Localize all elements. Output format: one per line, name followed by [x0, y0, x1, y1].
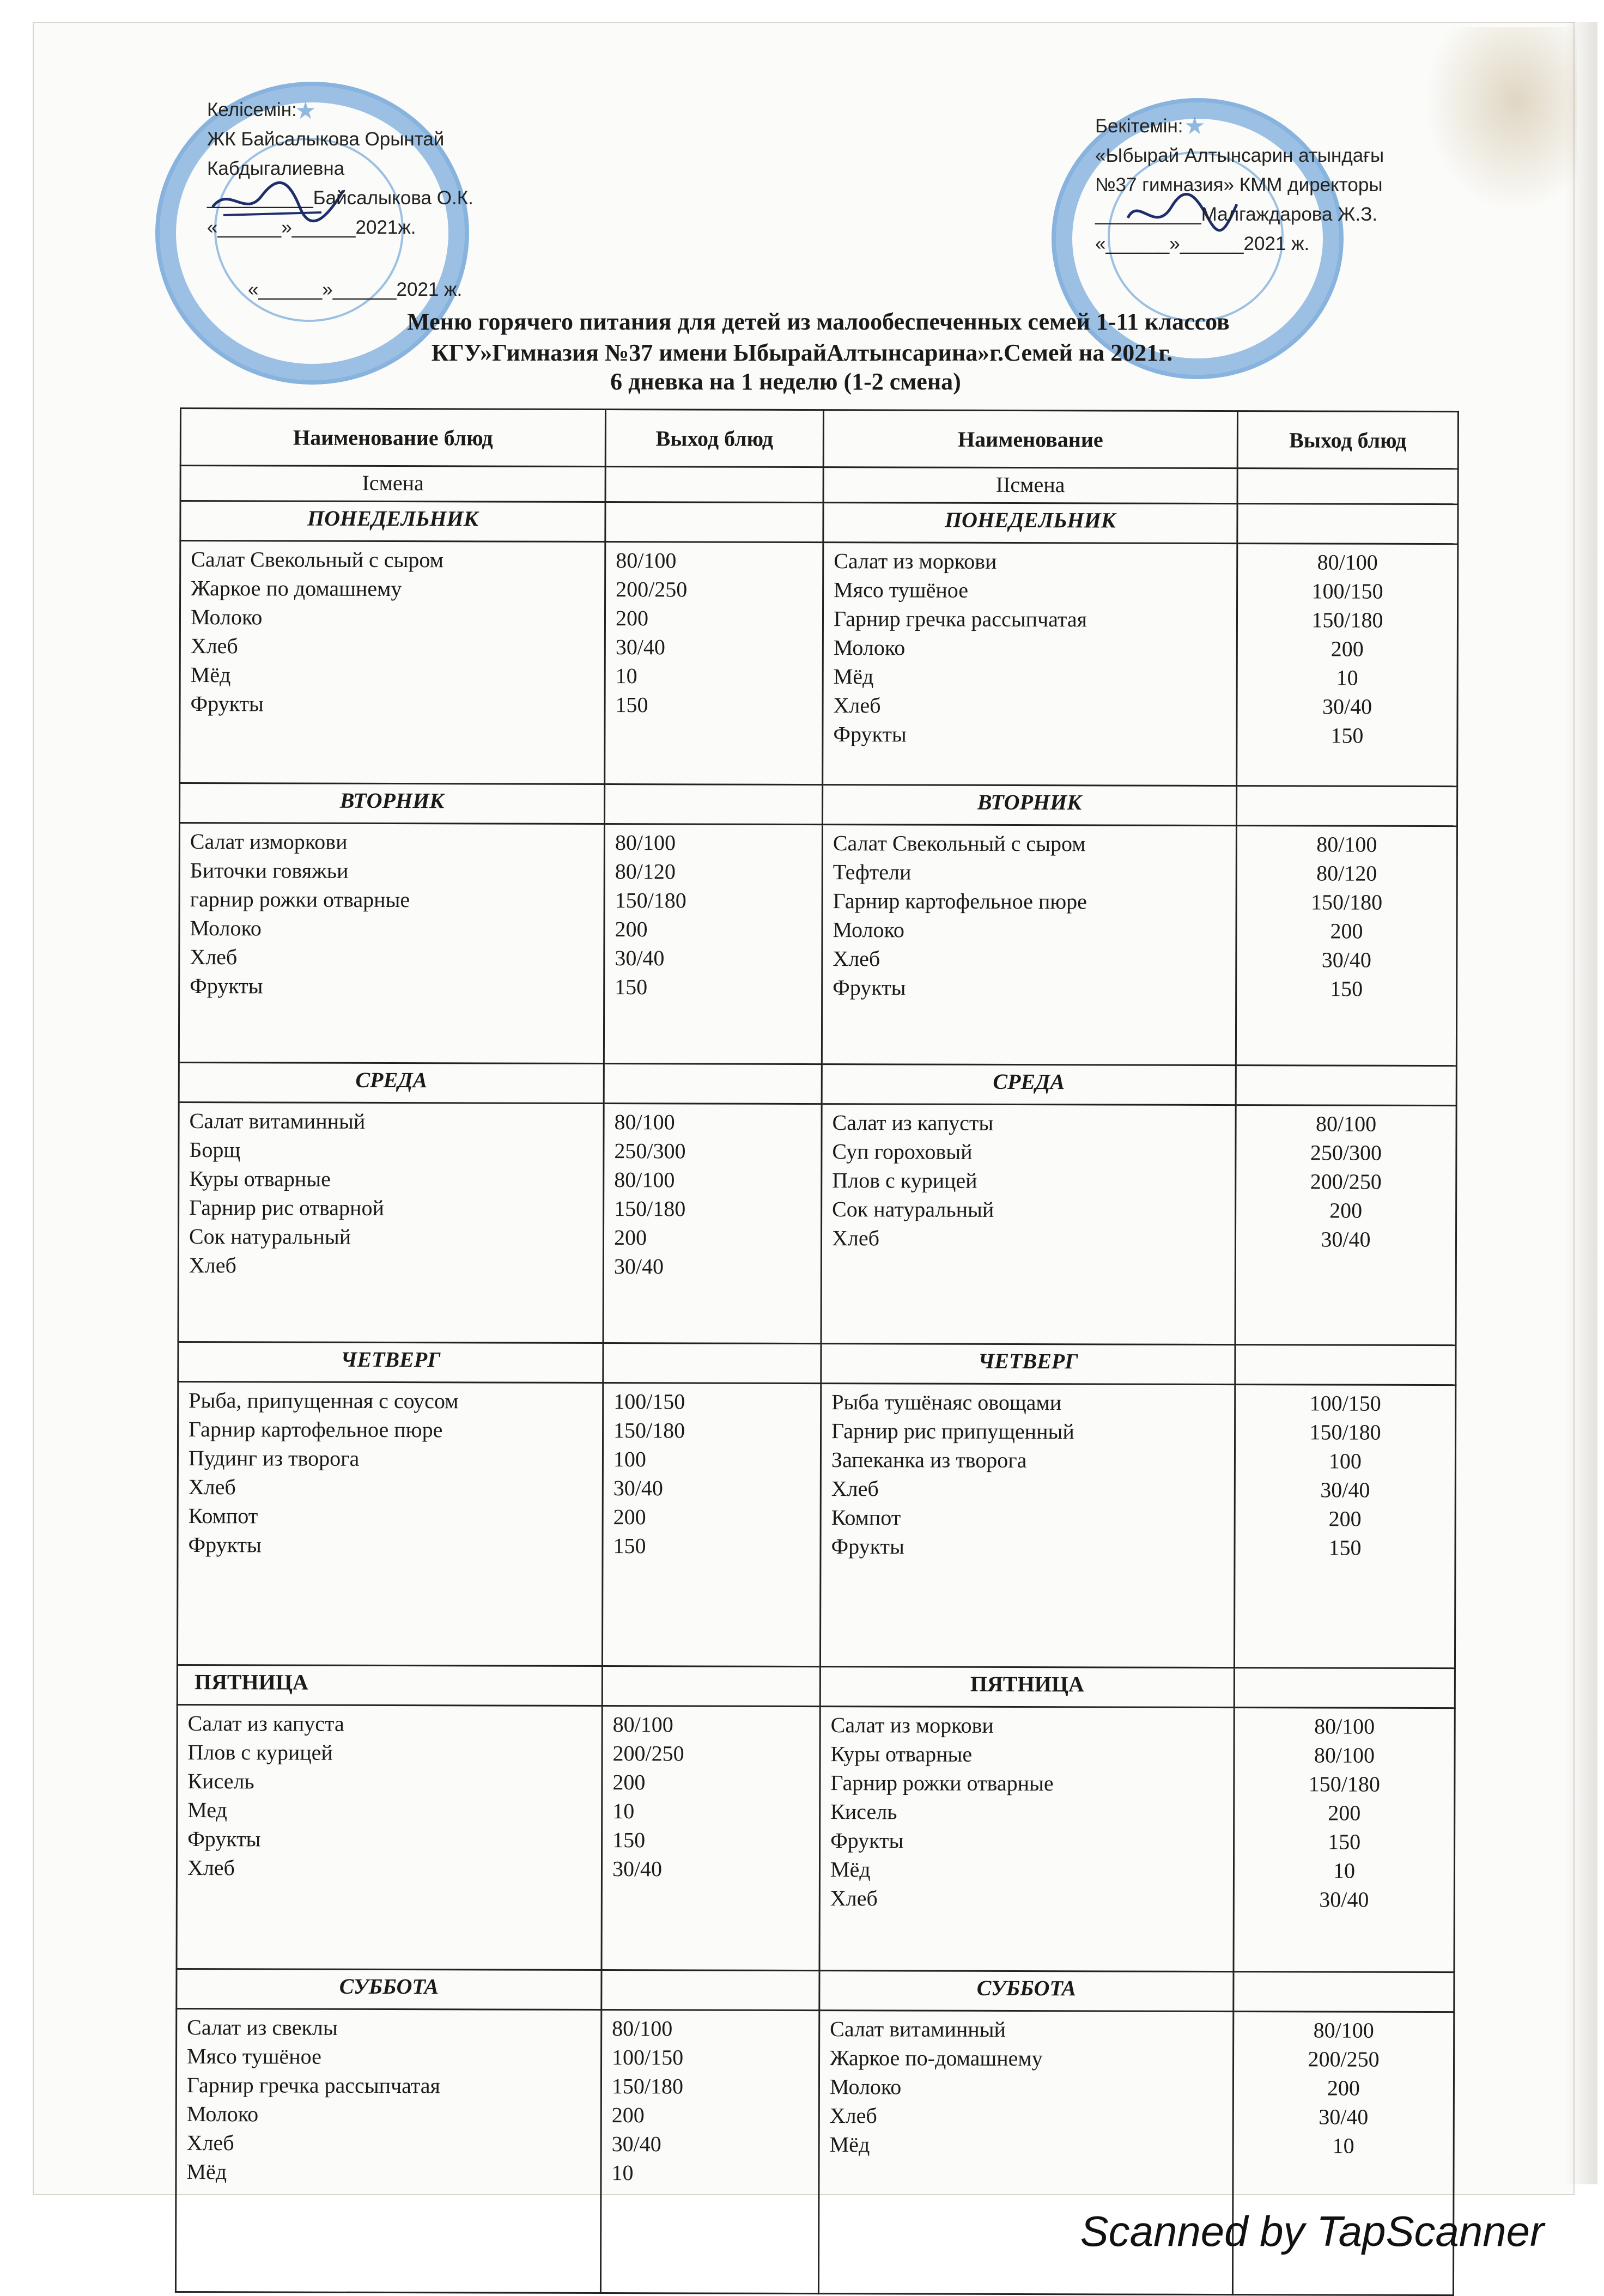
day-name-shift-1: ЧЕТВЕРГ [178, 1342, 603, 1383]
dish-item: Плов с курицей [187, 1740, 333, 1765]
day-menu-row [177, 1704, 1455, 1972]
dish-item: Фрукты [190, 691, 264, 716]
dish-item: Гарнир картофельное пюре [189, 1417, 443, 1442]
dish-item: Салат Свекольный с сыром [191, 547, 444, 573]
dish-item: Салат изморкови [190, 829, 348, 854]
col-header-dish: Наименование блюд [180, 409, 605, 467]
output-value: 150/180 [614, 1196, 686, 1221]
approval-left-line: «______»______2021 ж. [248, 279, 463, 300]
output-value: 30/40 [1319, 1887, 1369, 1912]
day-name-shift-1: ВТОРНИК [180, 783, 605, 824]
output-list-shift-2 [1237, 544, 1458, 787]
dish-item: Жаркое по-домашнему [830, 2045, 1043, 2071]
output-value: 200/250 [616, 577, 688, 602]
dish-item: Молоко [190, 916, 262, 941]
dish-item: Мед [187, 1798, 227, 1823]
approval-left-heading: Келісемін: [207, 99, 297, 120]
day-header-row [177, 1665, 1455, 1708]
day-name-shift-2: ЧЕТВЕРГ [821, 1344, 1235, 1385]
output-value: 200 [1328, 1506, 1362, 1531]
day-name-shift-2: ПОНЕДЕЛЬНИК [823, 503, 1237, 544]
day-header-row [180, 501, 1458, 544]
approval-right-heading: Бекітемін: [1095, 115, 1183, 137]
shift-1-label: Iсмена [180, 466, 605, 502]
output-value: 30/40 [1319, 2104, 1369, 2129]
output-list-shift-1 [603, 1104, 822, 1344]
output-list-shift-2 [1235, 1105, 1456, 1345]
output-list-shift-1 [602, 1383, 821, 1667]
dish-list-shift-1 [180, 541, 605, 784]
dish-list-shift-2 [823, 543, 1237, 786]
dish-item: Салат Свекольный с сыром [833, 831, 1086, 856]
output-value: 150/180 [1311, 890, 1383, 915]
output-value: 250/300 [1310, 1140, 1382, 1165]
dish-item: Салат витаминный [189, 1109, 366, 1134]
dish-item: Фрукты [833, 722, 907, 747]
dish-list-shift-1 [175, 2008, 601, 2293]
output-value: 30/40 [1321, 1227, 1371, 1252]
output-value: 150 [615, 975, 648, 1000]
output-value: 100 [613, 1447, 647, 1472]
dish-list-shift-2 [820, 1384, 1235, 1668]
approval-right-line: «______»______2021 ж. [1095, 233, 1310, 254]
day-name-shift-1: ПОНЕДЕЛЬНИК [180, 501, 605, 542]
day-header-row [179, 1062, 1456, 1105]
output-value: 10 [1332, 2133, 1354, 2158]
output-value: 150 [1328, 1535, 1362, 1560]
approval-right [1095, 112, 1384, 259]
output-value: 150/180 [611, 2074, 684, 2099]
dish-item: Молоко [833, 635, 906, 660]
table-header-row [180, 409, 1458, 469]
dish-list-shift-1 [177, 1704, 602, 1970]
col-header-output: Выход блюд [605, 410, 823, 467]
output-value: 30/40 [1321, 947, 1371, 972]
output-value: 30/40 [615, 946, 665, 971]
dish-item: Молоко [186, 2102, 259, 2127]
output-value: 10 [1336, 665, 1358, 690]
dish-item: Хлеб [829, 2103, 877, 2128]
dish-item: Биточки говяжьи [190, 858, 349, 883]
dish-item: Фрукты [190, 973, 263, 998]
output-value: 150 [1330, 723, 1364, 748]
col-header-output-2: Выход блюд [1237, 411, 1458, 469]
output-value: 200 [615, 917, 648, 942]
dish-item: гарнир рожки отварные [190, 887, 410, 912]
dish-item: Хлеб [833, 946, 880, 971]
dish-item: Хлеб [188, 1475, 236, 1500]
output-value: 80/100 [1317, 550, 1378, 575]
dish-item: Гарнир гречка рассыпчатая [186, 2073, 441, 2098]
dish-item: Хлеб [190, 945, 238, 970]
output-value: 150/180 [1308, 1771, 1381, 1796]
dish-item: Суп гороховый [832, 1139, 973, 1164]
output-value: 10 [1333, 1858, 1356, 1883]
dish-item: Мёд [186, 2159, 227, 2184]
dish-list-shift-2 [819, 1707, 1234, 1972]
day-name-shift-1: СУББОТА [177, 1969, 602, 2009]
output-value: 30/40 [611, 2131, 661, 2157]
dish-item: Запеканка из творога [831, 1447, 1027, 1473]
dish-item: Плов с курицей [832, 1168, 977, 1193]
output-value: 80/120 [615, 859, 676, 884]
output-list-shift-1 [605, 542, 823, 785]
output-value: 100/150 [1311, 578, 1383, 604]
output-list-shift-2 [1234, 1385, 1455, 1668]
output-value: 80/100 [1315, 1111, 1377, 1136]
output-value: 10 [611, 2160, 634, 2185]
day-name-shift-1: ПЯТНИЦА [177, 1665, 602, 1706]
output-value: 100/150 [1309, 1391, 1381, 1416]
output-value: 10 [615, 663, 637, 689]
dish-list-shift-1 [178, 1102, 604, 1343]
dish-item: Куры отварные [830, 1741, 973, 1767]
dish-item: Салат из моркови [834, 549, 997, 574]
output-value: 30/40 [1322, 694, 1372, 719]
right-round-stamp: ★ [1052, 98, 1344, 379]
day-header-row [180, 783, 1457, 826]
day-name-shift-1: СРЕДА [179, 1062, 604, 1103]
day-header-row [177, 1969, 1454, 2012]
output-value: 200 [1330, 918, 1363, 943]
output-list-shift-2 [1234, 1708, 1455, 1972]
output-value: 80/100 [616, 548, 677, 573]
dish-item: Рыба тушёнаяс овощами [831, 1390, 1062, 1415]
day-menu-row [179, 823, 1457, 1066]
output-value: 150 [1328, 1829, 1361, 1854]
dish-item: Куры отварные [189, 1166, 331, 1191]
output-value: 100 [1328, 1448, 1362, 1473]
output-value: 200/250 [1310, 1169, 1382, 1194]
dish-item: Хлеб [833, 693, 881, 718]
output-value: 30/40 [613, 1476, 663, 1501]
dish-item: Салат из свеклы [187, 2015, 338, 2040]
dish-item: Борщ [189, 1137, 241, 1162]
output-list-shift-1 [604, 824, 822, 1064]
output-value: 200/250 [1308, 2047, 1380, 2072]
dish-item: Салат из капусты [832, 1110, 994, 1135]
dish-item: Салат из капуста [187, 1711, 344, 1736]
dish-item: Рыба, припущенная с соусом [189, 1388, 459, 1414]
day-name-shift-2: СУББОТА [819, 1971, 1234, 2012]
approval-left-line: «______»______2021ж. [207, 217, 416, 238]
dish-item: Хлеб [187, 1855, 235, 1880]
dish-item: Мёд [829, 2132, 870, 2157]
output-value: 80/100 [612, 1712, 673, 1737]
dish-item: Хлеб [186, 2130, 234, 2155]
output-value: 80/100 [1316, 832, 1377, 857]
title-line-1: Меню горячего питания для детей из малообеспеченных семей 1-11 классов [407, 308, 1230, 335]
dish-item: Пудинг из творога [188, 1446, 360, 1471]
day-menu-row [177, 1381, 1455, 1668]
dish-item: Компот [188, 1503, 258, 1528]
dish-item: Хлеб [830, 1886, 878, 1911]
output-value: 80/100 [614, 1110, 675, 1135]
dish-list-shift-2 [822, 825, 1236, 1065]
dish-item: Фрукты [831, 1534, 904, 1559]
output-value: 200 [1328, 1800, 1361, 1825]
dish-item: Хлеб [189, 1253, 236, 1278]
dish-item: Тефтели [833, 860, 912, 885]
menu-table [175, 407, 1459, 2296]
output-value: 150 [615, 692, 648, 717]
dish-item: Салат витаминный [830, 2017, 1006, 2042]
day-name-shift-2: СРЕДА [822, 1064, 1236, 1105]
dish-item: Фрукты [830, 1828, 904, 1853]
dish-item: Сок натуральный [189, 1224, 351, 1249]
dish-list-shift-1 [177, 1381, 603, 1666]
dish-item: Мёд [190, 662, 231, 687]
paper-stain [1424, 27, 1577, 212]
output-value: 150/180 [1309, 1420, 1381, 1445]
output-value: 150 [613, 1533, 646, 1558]
dish-item: Молоко [190, 605, 263, 630]
dish-item: Салат из моркови [830, 1713, 994, 1738]
day-name-shift-2: ПЯТНИЦА [820, 1667, 1234, 1708]
dish-item: Сок натуральный [832, 1197, 994, 1222]
title-line-3: 6 дневка на 1 неделю (1-2 смена) [610, 368, 961, 395]
approval-left [207, 95, 473, 304]
output-value: 30/40 [1320, 1477, 1370, 1502]
output-value: 30/40 [613, 1254, 664, 1279]
approval-left-line: Кабдыгалиевна [207, 158, 345, 179]
output-value: 200 [1330, 636, 1364, 661]
output-list-shift-2 [1236, 826, 1457, 1066]
output-value: 150/180 [1311, 607, 1383, 632]
output-value: 10 [612, 1799, 635, 1824]
output-value: 200 [1329, 1198, 1363, 1223]
output-value: 80/100 [1313, 2018, 1374, 2043]
output-value: 200 [612, 1770, 646, 1795]
dish-item: Фрукты [188, 1532, 262, 1557]
output-value: 200 [613, 1505, 646, 1530]
day-header-row [178, 1342, 1456, 1385]
dish-item: Мясо тушёное [187, 2044, 322, 2069]
output-value: 100/150 [612, 2045, 684, 2070]
output-value: 80/120 [1316, 861, 1377, 886]
output-value: 200/250 [612, 1741, 684, 1766]
dish-item: Фрукты [833, 975, 906, 1000]
dish-item: Хлеб [831, 1226, 880, 1251]
output-value: 80/100 [614, 1167, 675, 1192]
output-value: 80/100 [1314, 1714, 1375, 1739]
dish-item: Жаркое по домашнему [191, 576, 402, 601]
dish-item: Кисель [187, 1769, 254, 1794]
output-value: 150/180 [613, 1418, 685, 1443]
dish-item: Молоко [833, 917, 904, 942]
output-value: 200 [1327, 2075, 1360, 2100]
output-value: 100/150 [613, 1389, 685, 1414]
shift-row [180, 466, 1458, 504]
dish-item: Мёд [830, 1857, 871, 1882]
dish-item: Фрукты [187, 1826, 261, 1852]
output-value: 30/40 [612, 1856, 663, 1881]
dish-item: Гарнир картофельное пюре [833, 888, 1087, 914]
dish-item: Кисель [830, 1799, 897, 1824]
dish-item: Молоко [829, 2074, 902, 2099]
dish-list-shift-1 [179, 823, 604, 1064]
day-menu-row [180, 541, 1458, 787]
dish-list-shift-2 [821, 1104, 1236, 1345]
left-round-stamp: ★ [155, 82, 469, 385]
approval-left-line: ЖК Байсалыкова Орынтай [207, 129, 445, 150]
dish-item: Хлеб [831, 1476, 879, 1501]
approval-right-line: __________Малгаждарова Ж.З. [1095, 204, 1378, 225]
document-title [0, 308, 1604, 395]
output-value: 200 [611, 2103, 645, 2128]
output-value: 80/100 [612, 2016, 673, 2041]
dish-item: Гарнир рожки отварные [830, 1770, 1054, 1796]
day-name-shift-2: ВТОРНИК [822, 785, 1236, 826]
col-header-dish-2: Наименование [823, 410, 1237, 468]
dish-item: Гарнир рис отварной [189, 1195, 384, 1220]
title-line-2: КГУ»Гимназия №37 имени ЫбырайАлтынсарина»г.Семей на 2021г. [431, 339, 1173, 366]
output-list-shift-1 [602, 1706, 820, 1971]
output-value: 250/300 [614, 1138, 686, 1164]
approval-right-line: «Ыбырай Алтынсарин атындағы [1095, 145, 1384, 166]
output-value: 30/40 [615, 635, 666, 660]
output-value: 150 [612, 1828, 646, 1853]
output-value: 150/180 [615, 888, 686, 913]
output-value: 200 [615, 606, 649, 631]
dish-item: Компот [831, 1505, 901, 1530]
approval-left-line: __________Байсалыкова О.К. [207, 187, 473, 209]
output-value: 80/100 [615, 830, 676, 855]
output-value: 150 [1330, 976, 1363, 1001]
output-value: 80/100 [1314, 1743, 1375, 1768]
day-menu-row [178, 1102, 1456, 1345]
dish-item: Гарнир гречка рассыпчатая [833, 606, 1087, 632]
dish-item: Мёд [833, 664, 874, 689]
shift-2-label: IIсмена [823, 467, 1237, 504]
scanner-watermark: Scanned by TapScanner [1080, 2207, 1544, 2255]
dish-item: Мясо тушёное [834, 577, 969, 602]
dish-item: Хлеб [190, 634, 238, 659]
dish-item: Гарнир рис припущенный [831, 1418, 1074, 1444]
output-list-shift-1 [600, 2010, 819, 2294]
output-value: 200 [613, 1225, 647, 1250]
approval-right-line: №37 гимназия» КММ директоры [1095, 174, 1383, 196]
